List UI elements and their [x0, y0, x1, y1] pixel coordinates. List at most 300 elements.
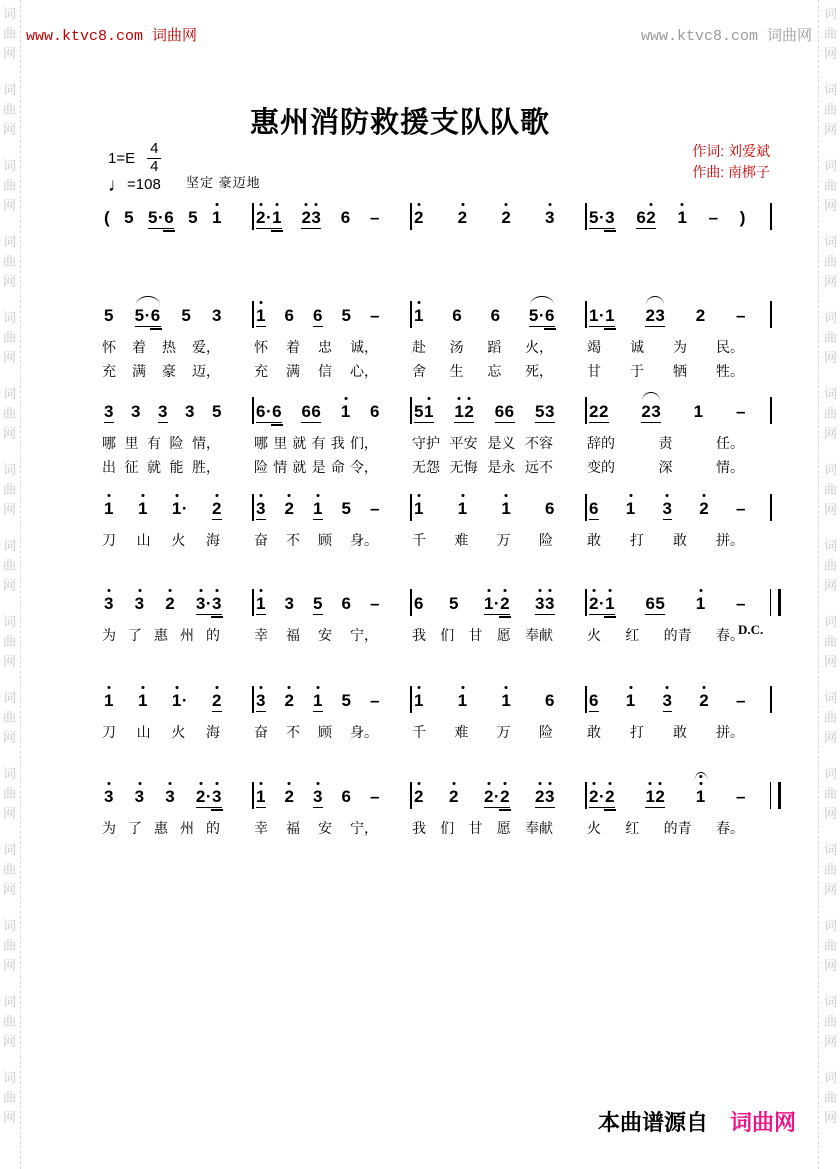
- lyrics-row: [585, 532, 776, 549]
- lyric-syllable: 不: [286, 724, 300, 740]
- lyric-syllable: 平安: [449, 435, 478, 451]
- notation-system: [100, 586, 776, 644]
- note-token: [736, 491, 746, 517]
- note-digit: 3: [134, 787, 145, 806]
- note-digit: 6: [545, 691, 555, 710]
- watermark-group: 词 曲 网: [823, 82, 837, 137]
- lyrics-row: [410, 435, 585, 452]
- note-token: [454, 394, 474, 423]
- note-token: [414, 298, 424, 324]
- notes-row: [100, 200, 252, 234]
- measure: [410, 586, 585, 644]
- lyric-syllable: 充: [102, 362, 116, 379]
- notes-row: [585, 586, 776, 620]
- note-digit: 3: [655, 306, 666, 325]
- note-digit: 3: [212, 787, 222, 806]
- note-token: [104, 298, 114, 324]
- end-barline: [770, 686, 772, 713]
- watermark-group: 词 曲 网: [823, 918, 837, 973]
- lyric-syllable: 州: [180, 627, 194, 643]
- note-digit: 6: [256, 402, 266, 421]
- lyric-syllable: 敢: [587, 532, 601, 548]
- notes-row: [585, 200, 776, 234]
- note-token: [135, 298, 161, 327]
- lyric-syllable: 舍: [412, 362, 426, 379]
- note-token: [736, 394, 746, 420]
- lyric-syllable: 命: [330, 458, 345, 475]
- lyrics-row: [252, 459, 410, 476]
- watermark-group: 词 曲 网: [823, 310, 837, 365]
- note-digit: 3: [545, 594, 555, 613]
- note-digit: 5: [134, 306, 145, 325]
- lyric-syllable: 任。: [716, 435, 744, 451]
- note-digit: 6: [150, 306, 161, 325]
- watermark-group: 词 曲 网: [2, 614, 16, 669]
- lyric-syllable: 敢: [587, 724, 601, 740]
- note-digit: 1: [645, 787, 656, 806]
- lyric-syllable: 幸: [254, 820, 268, 836]
- watermark-group: 词 曲 网: [823, 234, 837, 289]
- lyrics-row: [100, 820, 252, 837]
- watermark-group: 词 曲 网: [823, 538, 837, 593]
- slur-arc: [642, 392, 660, 401]
- note-digit: 3: [651, 402, 662, 421]
- lyric-syllable: 春。: [715, 820, 744, 836]
- barline: [410, 301, 412, 328]
- lyric-syllable: 忘: [487, 362, 502, 379]
- note-digit: 2: [256, 208, 266, 227]
- time-signature: [147, 141, 161, 175]
- note-digit: 6: [313, 306, 323, 325]
- note-digit: 6: [504, 402, 515, 421]
- lyric-syllable: 州: [180, 820, 194, 836]
- lyric-syllable: 变的: [587, 458, 615, 475]
- note-digit: 6: [340, 208, 351, 227]
- watermark-group: 词 曲 网: [823, 766, 837, 821]
- measure: [100, 200, 252, 234]
- time-signature-bottom: 4: [150, 157, 159, 175]
- note-token: [301, 394, 321, 423]
- note-digit: 6: [452, 306, 463, 325]
- note-digit: –: [736, 787, 746, 806]
- note-digit: 2: [500, 787, 511, 806]
- note-digit: 5: [124, 208, 135, 227]
- lyrics-row: [410, 820, 585, 837]
- note-token: [736, 298, 746, 324]
- note-token: [589, 298, 615, 327]
- note-token: [342, 779, 352, 805]
- end-barline: [770, 397, 772, 424]
- note-digit: (: [104, 208, 111, 227]
- lyric-syllable: 为: [102, 627, 116, 643]
- notes-row: [252, 586, 410, 620]
- note-digit: 5: [414, 402, 424, 421]
- note-digit: 3: [256, 691, 266, 710]
- note-token: [449, 779, 459, 805]
- note-token: [449, 586, 459, 612]
- dc-marker: D.C.: [738, 622, 764, 637]
- note-token: [626, 683, 636, 709]
- lyric-syllable: 险: [538, 532, 553, 548]
- note-digit: 2: [695, 306, 706, 325]
- lyric-syllable: 我: [330, 435, 345, 451]
- lyric-syllable: 了: [128, 820, 142, 836]
- barline: [585, 301, 587, 328]
- note-token: [104, 586, 114, 612]
- note-digit: ·: [598, 208, 606, 227]
- lyric-syllable: 春。: [715, 627, 744, 643]
- lyric-syllable: 无悔: [449, 458, 478, 475]
- notes-row: [410, 491, 585, 525]
- note-digit: 2: [699, 499, 710, 518]
- lyric-syllable: 民。: [716, 339, 744, 355]
- note-digit: 3: [195, 594, 206, 613]
- lyrics-row: [252, 724, 410, 741]
- notation-system: [100, 491, 776, 549]
- watermark-group: 词 曲 网: [2, 918, 16, 973]
- lyric-syllable: 刀: [102, 724, 116, 740]
- measure: [252, 200, 410, 234]
- lyric-syllable: 海: [205, 724, 220, 740]
- site-link-top-left[interactable]: www.ktvc8.com 词曲网: [26, 28, 198, 45]
- note-digit: 1: [677, 208, 688, 227]
- watermark-group: 词 曲 网: [2, 690, 16, 745]
- lyrics-row: [410, 363, 585, 380]
- slur-arc: [530, 296, 554, 305]
- note-digit: –: [736, 306, 746, 325]
- lyric-syllable: 着: [132, 339, 146, 355]
- note-digit: 1: [256, 306, 266, 325]
- note-digit: 1: [272, 208, 283, 227]
- note-digit: 6: [272, 402, 283, 421]
- barline: [585, 686, 587, 713]
- lyric-syllable: 情，: [192, 435, 220, 451]
- lyric-syllable: 诚，: [350, 339, 378, 355]
- lyric-syllable: 出: [102, 458, 116, 475]
- lyric-syllable: 安: [318, 627, 332, 643]
- note-token: [285, 586, 295, 612]
- note-digit: 1: [313, 691, 323, 710]
- note-token: [256, 200, 282, 229]
- measure: [100, 586, 252, 644]
- lyric-syllable: 甘: [587, 362, 601, 379]
- lyric-syllable: 不容: [524, 435, 553, 451]
- notation-system: [100, 298, 776, 380]
- barline: [410, 589, 412, 616]
- barline: [410, 397, 412, 424]
- bpm-value: =108: [127, 176, 161, 193]
- note-token: [342, 298, 352, 324]
- lyric-syllable: 里: [124, 435, 139, 451]
- lyric-syllable: 就: [292, 458, 307, 475]
- measure: [410, 683, 585, 741]
- lyric-syllable: 福: [286, 627, 300, 643]
- lyric-syllable: 能: [169, 458, 184, 475]
- note-token: [414, 683, 424, 709]
- lyrics-row: [410, 627, 585, 644]
- note-digit: 1: [695, 787, 706, 806]
- note-token: [212, 683, 222, 712]
- lyric-syllable: 顾: [318, 532, 332, 548]
- note-digit: 3: [662, 691, 673, 710]
- barline: [410, 782, 412, 809]
- note-digit: 1: [256, 594, 266, 613]
- note-digit: 1: [340, 402, 351, 421]
- notation-system: [100, 394, 776, 476]
- lyrics-row: [585, 435, 776, 452]
- lyrics-row: [100, 435, 252, 452]
- barline: [252, 686, 254, 713]
- note-digit: 5: [313, 594, 323, 613]
- note-digit: 1: [212, 208, 222, 227]
- watermark-group: 词 曲 网: [2, 310, 16, 365]
- lyric-syllable: 信: [318, 362, 332, 379]
- lyric-syllable: 远不: [524, 458, 553, 475]
- end-barline: [770, 589, 781, 616]
- note-digit: 1: [625, 691, 636, 710]
- barline: [252, 301, 254, 328]
- barline: [252, 589, 254, 616]
- lyric-syllable: 火: [587, 627, 601, 643]
- measure: [100, 394, 252, 476]
- expression-marking: 坚定 豪迈地: [186, 175, 261, 190]
- note-digit: 2: [641, 402, 652, 421]
- lyrics-row: [585, 724, 776, 741]
- note-digit: 5: [148, 208, 159, 227]
- note-token: [212, 298, 222, 324]
- lyric-syllable: 敢: [673, 532, 687, 548]
- note-token: [342, 491, 352, 517]
- note-digit: 1: [137, 691, 148, 710]
- note-digit: 3: [313, 787, 323, 806]
- note-token: [736, 586, 746, 612]
- note-digit: 2: [501, 208, 512, 227]
- note-digit: 6: [301, 402, 312, 421]
- notation-system: [100, 779, 776, 837]
- note-digit: 3: [134, 594, 145, 613]
- note-digit: 2: [605, 787, 616, 806]
- measure: [410, 779, 585, 837]
- measure: [252, 779, 410, 837]
- footer-brand-link[interactable]: 词曲网: [730, 1110, 797, 1135]
- quarter-note-icon: ♩: [108, 175, 127, 196]
- lyric-syllable: 我: [412, 627, 426, 643]
- slur-arc: [646, 296, 664, 305]
- footer: [598, 1106, 796, 1137]
- lyric-syllable: 甘: [468, 627, 483, 643]
- barline: [252, 203, 254, 230]
- barline: [410, 203, 412, 230]
- note-token: [535, 394, 555, 423]
- note-digit: 2: [284, 787, 295, 806]
- lyric-syllable: 火，: [524, 339, 553, 355]
- note-token: [589, 394, 609, 423]
- note-digit: 2: [457, 208, 468, 227]
- note-digit: 3: [185, 402, 195, 421]
- note-token: [636, 200, 656, 229]
- lyric-syllable: 牺: [673, 362, 687, 379]
- notes-row: [100, 394, 252, 428]
- note-digit: 1: [483, 594, 494, 613]
- notes-row: [100, 586, 252, 620]
- note-digit: 3: [545, 787, 555, 806]
- barline: [252, 397, 254, 424]
- note-token: [172, 491, 188, 517]
- barline: [410, 494, 412, 521]
- note-digit: 3: [311, 208, 322, 227]
- note-digit: 1: [313, 499, 323, 518]
- note-token: [370, 683, 380, 709]
- watermark-group: 词 曲 网: [2, 994, 16, 1049]
- lyric-syllable: 万: [496, 532, 511, 548]
- note-digit: 1: [171, 691, 182, 710]
- lyric-syllable: 拼。: [716, 724, 744, 740]
- note-token: [414, 586, 424, 612]
- right-dashed-border: [818, 0, 819, 1169]
- lyric-syllable: 胜，: [192, 458, 220, 475]
- note-digit: 1: [501, 499, 512, 518]
- barline: [252, 782, 254, 809]
- note-digit: ·: [598, 787, 606, 806]
- note-token: [256, 683, 266, 712]
- lyric-syllable: 死，: [524, 362, 553, 379]
- note-token: [256, 491, 266, 520]
- lyric-syllable: 福: [286, 820, 300, 836]
- end-barline: [770, 494, 772, 521]
- note-digit: 2: [448, 787, 459, 806]
- site-link-top-right[interactable]: www.ktvc8.com 词曲网: [640, 28, 812, 45]
- note-token: [699, 491, 709, 517]
- note-digit: 5: [188, 208, 199, 227]
- note-token: [313, 586, 323, 615]
- note-digit: 2: [699, 691, 710, 710]
- lyrics-row: [252, 627, 410, 644]
- note-digit: 2: [414, 208, 424, 227]
- lyric-syllable: 怀: [254, 339, 268, 355]
- note-digit: 5: [341, 691, 352, 710]
- note-digit: –: [708, 208, 719, 227]
- note-digit: ·: [598, 594, 606, 613]
- lyric-syllable: 身。: [350, 532, 378, 548]
- lyric-syllable: 哪: [254, 435, 268, 451]
- note-token: [256, 298, 266, 327]
- note-digit: –: [370, 691, 380, 710]
- lyric-syllable: 豪: [162, 362, 176, 379]
- note-token: [589, 586, 615, 615]
- note-digit: 5: [528, 306, 539, 325]
- note-token: [135, 779, 145, 805]
- notes-row: [252, 298, 410, 332]
- barline: [252, 494, 254, 521]
- note-token: [124, 200, 134, 226]
- note-digit: 1: [414, 499, 424, 518]
- measure: [585, 394, 776, 476]
- watermark-group: 词 曲 网: [2, 462, 16, 517]
- lyric-syllable: 生: [449, 362, 464, 379]
- note-digit: 3: [605, 208, 616, 227]
- lyrics-row: [410, 339, 585, 356]
- notes-row: [410, 586, 585, 620]
- lyric-syllable: 险: [538, 724, 553, 740]
- lyric-syllable: 们，: [349, 435, 378, 451]
- note-token: [313, 491, 323, 520]
- note-digit: 6: [494, 402, 505, 421]
- lyric-syllable: 征: [124, 458, 139, 475]
- note-token: [736, 683, 746, 709]
- lyric-syllable: 宁，: [350, 627, 378, 643]
- lyrics-row: [100, 459, 252, 476]
- note-digit: ·: [493, 594, 501, 613]
- note-digit: 6: [311, 402, 322, 421]
- note-token: [370, 200, 380, 226]
- lyric-syllable: 有: [147, 435, 161, 451]
- left-dashed-border: [20, 0, 21, 1169]
- notes-row: [410, 298, 585, 332]
- note-digit: 5: [181, 306, 192, 325]
- watermark-group: 词 曲 网: [2, 766, 16, 821]
- note-digit: ·: [265, 402, 273, 421]
- lyric-syllable: 们: [440, 820, 455, 836]
- lyric-syllable: 辞的: [587, 435, 615, 451]
- end-barline: [770, 203, 772, 230]
- note-digit: ·: [493, 787, 501, 806]
- watermark-group: 词 曲 网: [2, 842, 16, 897]
- notes-row: [252, 491, 410, 525]
- note-digit: 3: [535, 594, 546, 613]
- note-digit: 2: [589, 594, 599, 613]
- note-digit: 5: [535, 402, 545, 421]
- notes-row: [252, 200, 410, 234]
- lyric-syllable: 迈，: [192, 362, 220, 379]
- lyric-syllable: 惠: [154, 627, 168, 643]
- watermark-group: 词 曲 网: [823, 690, 837, 745]
- note-token: [256, 394, 282, 423]
- lyric-syllable: 山: [136, 532, 151, 548]
- watermark-group: 词 曲 网: [823, 386, 837, 441]
- notes-row: [410, 683, 585, 717]
- measure: [252, 491, 410, 549]
- note-digit: 2: [301, 208, 312, 227]
- lyric-syllable: 汤: [449, 339, 464, 355]
- notes-row: [252, 394, 410, 428]
- note-token: [341, 200, 351, 226]
- lyrics-row: [252, 363, 410, 380]
- note-digit: 1: [457, 499, 468, 518]
- watermark-group: 词 曲 网: [2, 538, 16, 593]
- note-digit: –: [370, 787, 380, 806]
- note-token: [663, 683, 673, 712]
- note-token: [589, 683, 599, 712]
- notes-row: [100, 491, 252, 525]
- note-token: [285, 298, 295, 324]
- fermata-icon: [694, 772, 707, 781]
- right-watermark-column: [822, 4, 839, 1169]
- note-token: [185, 394, 195, 420]
- lyrics-row: [252, 339, 410, 356]
- note-token: [696, 586, 706, 612]
- note-token: [285, 779, 295, 805]
- note-digit: 2: [195, 787, 206, 806]
- note-token: [196, 586, 222, 615]
- measure: [252, 394, 410, 476]
- note-token: [414, 491, 424, 517]
- lyric-syllable: 万: [496, 724, 511, 740]
- note-token: [484, 779, 510, 808]
- note-digit: 3: [545, 208, 555, 227]
- notes-row: [252, 779, 410, 813]
- lyric-syllable: 了: [128, 627, 142, 643]
- barline: [585, 589, 587, 616]
